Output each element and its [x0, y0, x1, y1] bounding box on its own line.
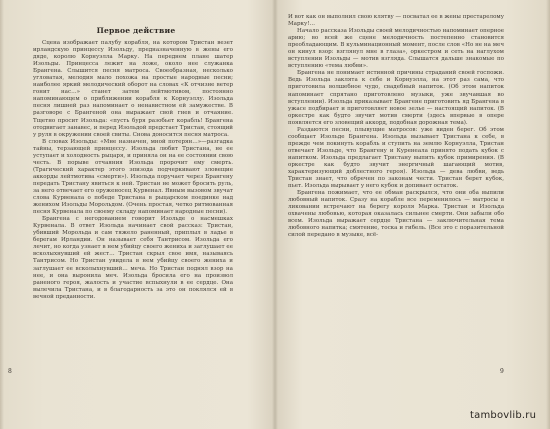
paragraph: Брангена не понимает истинной причины страданий своей госпожи. Ведь Изольда заклята к себе и Корнуэлла, на этот раз сама, что приготовила волшебное чудо, свадебный напиток. (Об этом напиток напоминает спрятано приготовлено музыки, уже звучавшая во вступлении). Изольда приказывает Брангене приготовить яд Брангена в ужасе подбирает и приготовляет новое зелье — настоящий напиток. (В оркестре как будто звучит мотив смерти (здесь впервые в опере появляется его зловещий аккорд, подобная дорожная тема). — [288, 70, 504, 126]
page-number-left: 8 — [8, 368, 12, 375]
paragraph: В словах Изольды: «Мне назначен, мной потерян…»—разгадка тайны, терзающей принцессу. Изольда любит Тристана, не ее уступает и холодность рыцаря, и приняла он на ее состоянии свою честь. В порыве отчаяния Изольда пророчит ему смерть. (Трагический характер этого эпизода подчеркивают зловещие аккорды лейтмотива «смерти»). Изольда поручает через Брангену передать Тристану явиться к ней. Тристан не может бросить руль, за него отвечает его оруженосец Курвенал. Явным вызовом звучат слова Курвенала о победе Тристана в рыцарском поединке над женихом Изольды Морольдом. (Очень простая, четко ритмованная песня Курвенала по своему складу напоминает народные песни). — [33, 138, 233, 216]
left-page-text — [33, 40, 233, 301]
watermark: tambovlib.ru — [470, 410, 537, 421]
page-number-right: 9 — [500, 368, 504, 375]
paragraph: Раздаются песни, плывущие матросов: уже виден берег. Об этом сообщает Изольде Брангена. Изольда вызывает Тристана к себе, в прежде чем покинуть корабль и ступить на землю Корнуэлла, Тристан отвечает Изольде, что Брангену и Куренеала принято подать кубок с напитком. Изольда предлагает Тристану выпить кубок примирения. (В оркестре как будто звучит энергичный шагающий мотив, характеризующий доблестного героя). Изольда — дева любви, ведь Тристан знает, что обречен по законам чести. Тристан берет кубок, пьет. Изольда вырывает у него кубок и допивает остаток. — [288, 126, 504, 190]
chapter-heading: Первое действие — [96, 26, 176, 35]
right-page — [278, 0, 550, 429]
paragraph: Начало рассказа Изольды своей мелодичностью напоминает оперное арию; во всей же сцене мелодичность постепенно становится преобладающим. В кульминационный момент, после слов «Но не на меч он кинул взор: взглянул мне в глаза», оркестром и сеть на наглухом вступлении Изольды — мотив взгляда. Слышатся дальше знакомые по вступлению «тема любви». — [288, 28, 504, 70]
right-page-text — [288, 14, 504, 240]
left-page — [0, 0, 272, 429]
paragraph: Брангена пожимает, что ее обман раскрылся, что они оба выпили любовный напиток. Сразу на корабле все переменилось — матросы в ликовании встречают на берегу короля Марка. Тристан и Изольда охвачены любовью, которая оказалась сильнее смерти. Они забыли обо всем. Изольда выражает сердце Тристана — заключительная тема любовного напитка; смятение, тоска и гибель. (Все это с поразительной силой передано в музыке, всё- — [288, 190, 504, 239]
paragraph: И вот как он выполнил свою клятву — посватал ее в жены престарелому Марку!… — [288, 14, 504, 28]
paragraph: Брангена с негодованием говорит Изольде о насмешках Курвенала. В ответ Изольда начинает свой рассказ: Тристан, убивший Морольда и сам тяжело раненный, приплыл в ладье в берегам Ирландии. Он называет себя Тантрисом. Изольда его лечит, но когда узнает в нем убийцу своего жениха и заглушает ее всколыхнувший ей жест… Тристан скрыл свое имя, называясь Тантрисом. Но Тристан увидела в нем убийцу своего жениха и заглушает ее всколыхнувший… меча. Но Тристан поднял взор на нее, и она выронила меч. Изольда бросила его на произвол раненого героя, жалость и участие вспыхнули в ее сердце. Она вылечила Тристана, и в благодарность за это он поклялся ей в вечной преданности. — [33, 216, 233, 300]
paragraph: Сцена изображает палубу корабля, на котором Тристан везет ирландскую принцессу Изольду, предназначенную в жены его дяде, королю Корнуэлла Марку. На переднем плане шатер Изольды. Принцесса лежит на ложе, около нее служанка Брангена. Слышится песня матроса. Своеобразная, несколько угловатая, мелодия мало похожа на простые народные песни; наиболее яркий мелодический оборот на словах «К отчизне ветер гонит нас…» станет затем лейтмотивом, постоянно напоминающем о приближении корабля к Корнуэллу. Изольда песня лишней раз напоминает о ненавистном ей замужестве. В разговоре с Брангеной она выражает свой гнев и отчаяние. Тщетно просит Изольда: «пусть буря разобьет корабль! Брангена отодвигает занавес, и перед Изольдой предстает Тристан, стоящий у руля в окружении своей свиты. Снова доносится песня матроса. — [33, 40, 233, 138]
